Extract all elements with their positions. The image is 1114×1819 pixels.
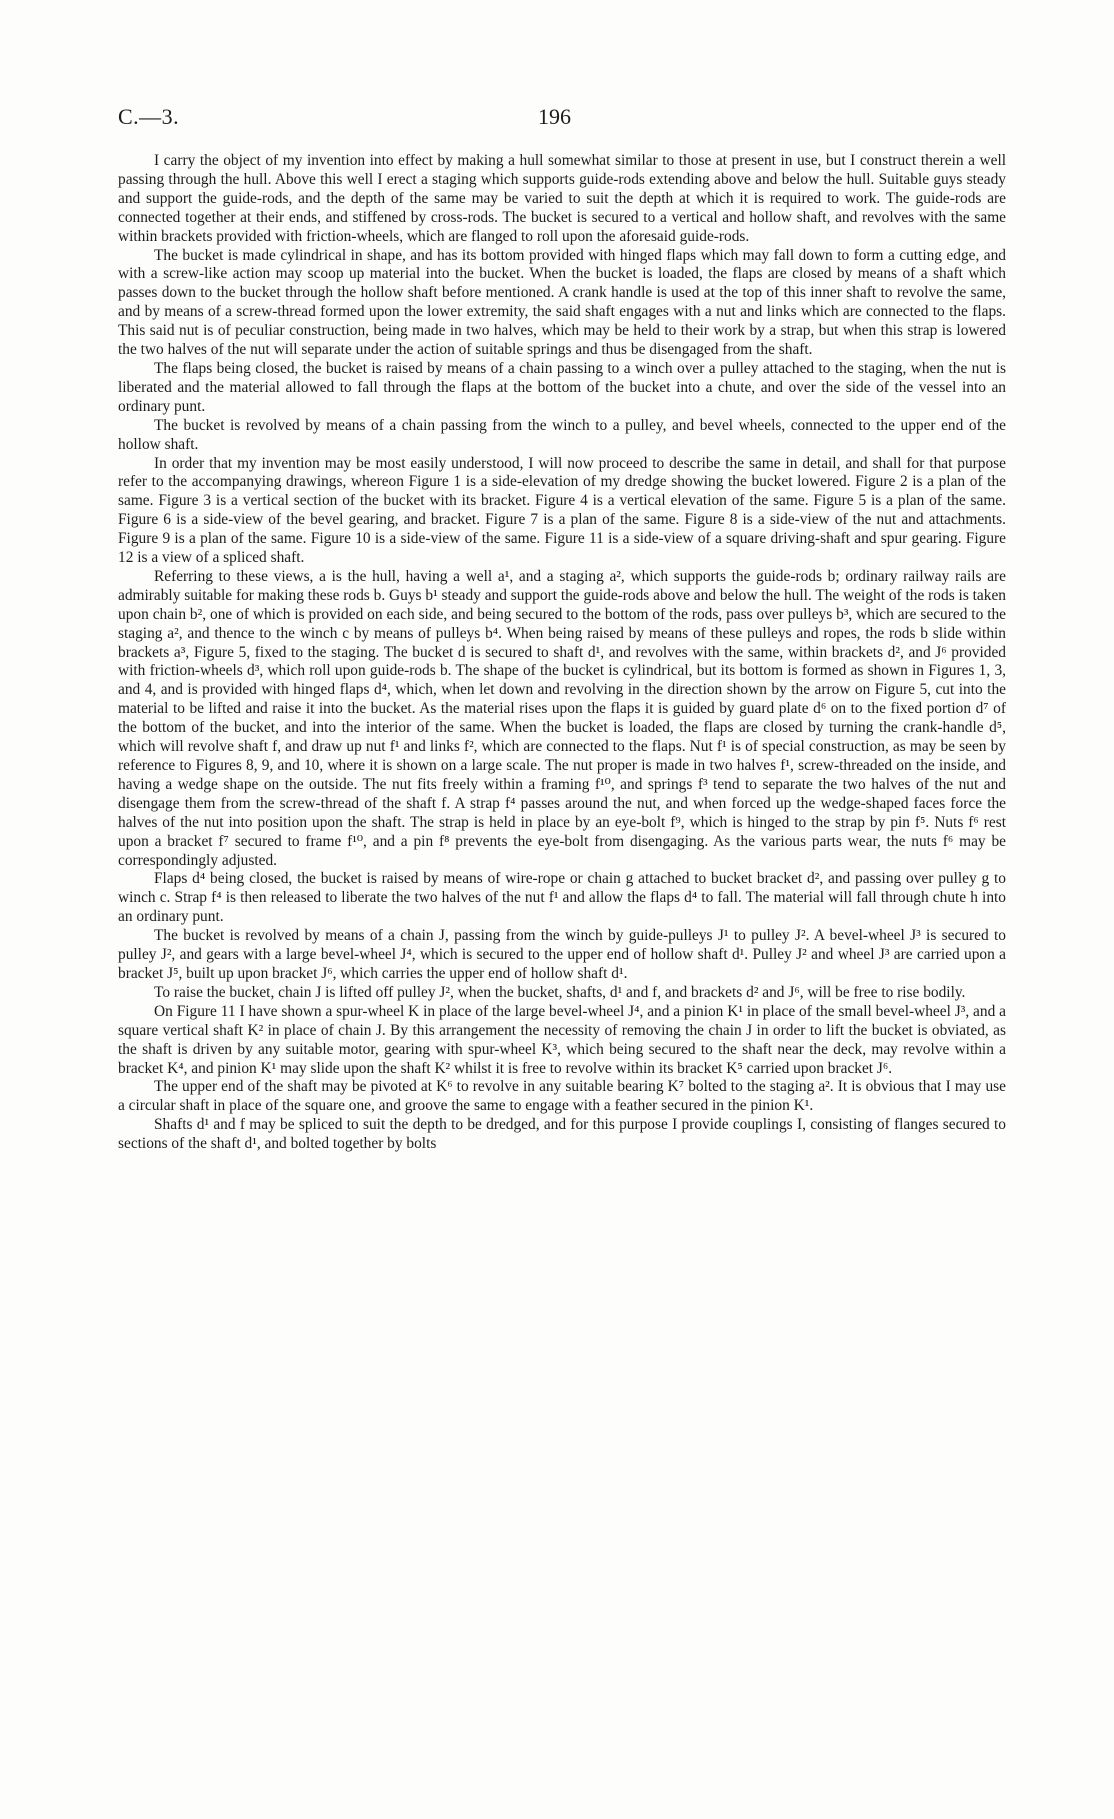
paragraph-6: Referring to these views, a is the hull, having a well a¹, and a staging a², which supports the guide-rods b; ordinary railway rails are admirably suitable for making these rods b. Guys b¹ steady and support the guide-rods above and below the hull. The weight of the rods is taken upon chain b², one of which is provided on each side, and being secured to the bottom of the rods, pass over pulleys b³, which are secured to the staging a², and thence to the winch c by means of pulleys b⁴. When being raised by means of these pulleys and ropes, the rods b slide within brackets a³, Figure 5, fixed to the staging. The bucket d is secured to shaft d¹, and revolves with the same, within brackets d², and J⁶ provided with friction-wheels d³, which roll upon guide-rods b. The shape of the bucket is cylindrical, but its bottom is formed as shown in Figures 1, 3, and 4, and is provided with hinged flaps d⁴, which, when let down and revolving in the direction shown by the arrow on Figure 5, cut into the material to be lifted and raise it into the bucket. As the material rises upon the flaps it is guided by guard plate d⁶ on to the fixed portion d⁷ of the bottom of the bucket, and into the interior of the same. When the bucket is loaded, the flaps are closed by turning the crank-handle d⁵, which will revolve shaft f, and draw up nut f¹ and links f², which are connected to the flaps. Nut f¹ is of special construction, as may be seen by reference to Figures 8, 9, and 10, where it is shown on a large scale. The nut proper is made in two halves f¹, screw-threaded on the inside, and having a wedge shape on the outside. The nut fits freely within a framing f¹⁰, and springs f³ tend to separate the two halves of the nut and disengage them from the screw-thread of the shaft f. A strap f⁴ passes around the nut, and when forced up the wedge-shaped faces force the halves of the nut into position upon the shaft. The strap is held in place by an eye-bolt f⁹, which is hinged to the strap by pin f⁵. Nuts f⁶ rest upon a bracket f⁷ secured to frame f¹⁰, and a pin f⁸ prevents the eye-bolt from disengaging. As the various parts wear, the nuts f⁶ may be correspondingly adjusted. xyxy=(118,567,1006,869)
paragraph-1: I carry the object of my invention into effect by making a hull somewhat similar to those at present in use, but I construct therein a well passing through the hull. Above this well I erect a staging which supports guide-rods extending above and below the hull. Suitable guys steady and support the guide-rods, and the depth of the same may be varied to suit the depth at which it is required to work. The guide-rods are connected together at their ends, and stiffened by cross-rods. The bucket is secured to a vertical and hollow shaft, and revolves with the same within brackets provided with friction-wheels, which are flanged to roll upon the aforesaid guide-rods. xyxy=(118,152,1006,245)
paragraph-10: On Figure 11 I have shown a spur-wheel K in place of the large bevel-wheel J⁴, and a pinion K¹ in place of the small bevel-wheel J³, and a square vertical shaft K² in place of chain J. By this arrangement the necessity of removing the chain J in order to lift the bucket is obviated, as the shaft is driven by any suitable motor, gearing with spur-wheel K³, which being secured to the shaft near the deck, may revolve within a bracket K⁴, and pinion K¹ may slide upon the shaft K² whilst it is free to revolve within its bracket K⁵ carried upon bracket J⁶. xyxy=(118,1002,1006,1077)
page-header xyxy=(118,104,998,134)
paragraph-4: The bucket is revolved by means of a chain passing from the winch to a pulley, and bevel wheels, connected to the upper end of the hollow shaft. xyxy=(118,416,1006,453)
paragraph-5: In order that my invention may be most easily understood, I will now proceed to describe the same in detail, and shall for that purpose refer to the accompanying drawings, whereon Figure 1 is a side-elevation of my dredge showing the bucket lowered. Figure 2 is a plan of the same. Figure 3 is a vertical section of the bucket with its bracket. Figure 4 is a vertical elevation of the same. Figure 5 is a plan of the same. Figure 6 is a side-view of the bevel gearing, and bracket. Figure 7 is a plan of the same. Figure 8 is a side-view of the nut and attachments. Figure 9 is a plan of the same. Figure 10 is a side-view of the same. Figure 11 is a side-view of a square driving-shaft and spur gearing. Figure 12 is a view of a spliced shaft. xyxy=(118,454,1006,567)
paragraph-3: The flaps being closed, the bucket is raised by means of a chain passing to a winch over a pulley attached to the staging, when the nut is liberated and the material allowed to fall through the flaps at the bottom of the bucket into a chute, and over the side of the vessel into an ordinary punt. xyxy=(118,359,1006,415)
body-text xyxy=(118,152,1006,1154)
paragraph-8: The bucket is revolved by means of a chain J, passing from the winch by guide-pulleys J¹ to pulley J². A bevel-wheel J³ is secured to pulley J², and gears with a large bevel-wheel J⁴, which is secured to the upper end of hollow shaft d¹. Pulley J² and wheel J³ are carried upon a bracket J⁵, built up upon bracket J⁶, which carries the upper end of hollow shaft d¹. xyxy=(118,927,1006,982)
document-reference: C.—3. xyxy=(118,104,180,129)
page-number: 196 xyxy=(538,104,571,129)
paragraph-7: Flaps d⁴ being closed, the bucket is raised by means of wire-rope or chain g attached to bucket bracket d², and passing over pulley g to winch c. Strap f⁴ is then released to liberate the two halves of the nut f¹ and allow the flaps d⁴ to fall. The material will fall through chute h into an ordinary punt. xyxy=(118,870,1006,926)
paragraph-12: Shafts d¹ and f may be spliced to suit the depth to be dredged, and for this purpose I provide couplings I, consisting of flanges secured to sections of the shaft d¹, and bolted together by bolts xyxy=(118,1116,1006,1153)
paragraph-9: To raise the bucket, chain J is lifted off pulley J², when the bucket, shafts, d¹ and f, and brackets d² and J⁶, will be free to rise bodily. xyxy=(154,983,966,1001)
paragraph-2: The bucket is made cylindrical in shape, and has its bottom provided with hinged flaps which may fall down to form a cutting edge, and with a screw-like action may scoop up material into the bucket. When the bucket is loaded, the flaps are closed by means of a shaft which passes down to the bucket through the hollow shaft before mentioned. A crank handle is used at the top of this inner shaft to revolve the same, and by means of a screw-thread formed upon the lower extremity, the said shaft engages with a nut and links which are connected to the flaps. This said nut is of peculiar construction, being made in two halves, which may be held to their work by a strap, but when this strap is lowered the two halves of the nut will separate under the action of suitable springs and thus be disengaged from the shaft. xyxy=(118,246,1006,359)
paragraph-11: The upper end of the shaft may be pivoted at K⁶ to revolve in any suitable bearing K⁷ bolted to the staging a². It is obvious that I may use a circular shaft in place of the square one, and groove the same to engage with a feather secured in the pinion K¹. xyxy=(118,1078,1006,1115)
